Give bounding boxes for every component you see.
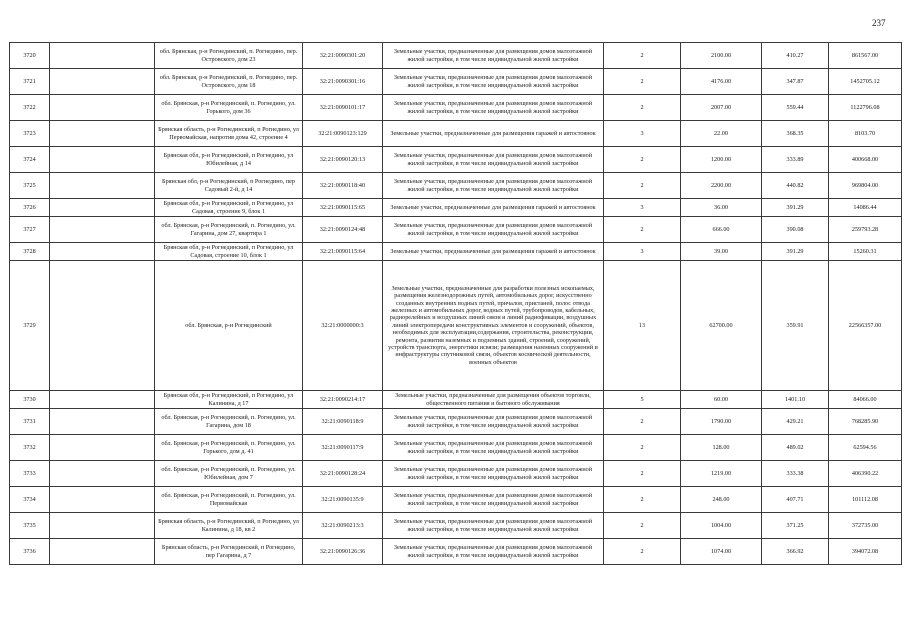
table-row — [10, 95, 902, 121]
owner-cell — [50, 391, 155, 409]
use-code-cell: 3 — [604, 121, 681, 147]
area-cell: 4176.00 — [681, 69, 762, 95]
cadastral-number-cell: 32:21:0090115:65 — [303, 199, 383, 217]
specific-value-cell: 559.44 — [762, 95, 829, 121]
use-code-cell: 3 — [604, 199, 681, 217]
table-row — [10, 261, 902, 391]
owner-cell — [50, 43, 155, 69]
row-number: 3736 — [10, 539, 50, 565]
area-cell: 1004.00 — [681, 513, 762, 539]
use-code-cell: 2 — [604, 147, 681, 173]
area-cell: 36.00 — [681, 199, 762, 217]
land-use-cell: Земельные участки, предназначенные для размещения гаражей и автостоянок — [383, 243, 604, 261]
cadastral-number-cell: 32:21:0090115:64 — [303, 243, 383, 261]
land-use-cell: Земельные участки, предназначенные для размещения домов малоэтажной жилой застройки, в том числе индивидуальной жилой застройки — [383, 43, 604, 69]
cadastral-value-cell: 22566357.00 — [829, 261, 902, 391]
land-use-cell: Земельные участки, предназначенные для размещения домов малоэтажной жилой застройки, в том числе индивидуальной жилой застройки — [383, 95, 604, 121]
cadastral-number-cell: 32:21:0090117:9 — [303, 435, 383, 461]
area-cell: 248.00 — [681, 487, 762, 513]
row-number: 3733 — [10, 461, 50, 487]
row-number: 3727 — [10, 217, 50, 243]
cadastral-value-cell: 861567.00 — [829, 43, 902, 69]
specific-value-cell: 359.91 — [762, 261, 829, 391]
table-row — [10, 435, 902, 461]
area-cell: 1219.00 — [681, 461, 762, 487]
land-use-cell: Земельные участки, предназначенные для размещения домов малоэтажной жилой застройки, в том числе индивидуальной жилой застройки — [383, 409, 604, 435]
specific-value-cell: 333.38 — [762, 461, 829, 487]
specific-value-cell: 407.71 — [762, 487, 829, 513]
use-code-cell: 2 — [604, 409, 681, 435]
owner-cell — [50, 217, 155, 243]
specific-value-cell: 333.89 — [762, 147, 829, 173]
specific-value-cell: 429.21 — [762, 409, 829, 435]
cadastral-number-cell: 32:21:0090128:24 — [303, 461, 383, 487]
land-use-cell: Земельные участки, предназначенные для размещения домов малоэтажной жилой застройки, в том числе индивидуальной жилой застройки — [383, 513, 604, 539]
land-use-cell: Земельные участки, предназначенные для размещения домов малоэтажной жилой застройки, в том числе индивидуальной жилой застройки — [383, 69, 604, 95]
cadastral-number-cell: 32:21:0090118:9 — [303, 409, 383, 435]
address-cell: Брянская обл, р-н Рогнединский, п Рогнедино, ул Юбилейная, д 14 — [155, 147, 303, 173]
address-cell: обл. Брянская, р-н Рогнединский, п. Рогнедино, ул. Гагарина, дом 18 — [155, 409, 303, 435]
area-cell: 1074.00 — [681, 539, 762, 565]
cadastral-value-cell: 400668.00 — [829, 147, 902, 173]
table-row — [10, 513, 902, 539]
land-use-cell: Земельные участки, предназначенные для размещения объектов торговли, общественного питания и бытового обслуживания — [383, 391, 604, 409]
owner-cell — [50, 243, 155, 261]
cadastral-number-cell: 32:21:0090214:17 — [303, 391, 383, 409]
address-cell: Брянская обл, р-н Рогнединский, п Рогнедино, ул Садовая, строение 10, блок 1 — [155, 243, 303, 261]
use-code-cell: 13 — [604, 261, 681, 391]
area-cell: 128.00 — [681, 435, 762, 461]
owner-cell — [50, 487, 155, 513]
specific-value-cell: 391.29 — [762, 199, 829, 217]
land-use-cell: Земельные участки, предназначенные для размещения домов малоэтажной жилой застройки, в том числе индивидуальной жилой застройки — [383, 487, 604, 513]
use-code-cell: 2 — [604, 43, 681, 69]
table-row — [10, 539, 902, 565]
row-number: 3728 — [10, 243, 50, 261]
land-use-cell: Земельные участки, предназначенные для размещения домов малоэтажной жилой застройки, в том числе индивидуальной жилой застройки — [383, 539, 604, 565]
land-use-cell: Земельные участки, предназначенные для размещения гаражей и автостоянок — [383, 199, 604, 217]
use-code-cell: 2 — [604, 95, 681, 121]
specific-value-cell: 391.29 — [762, 243, 829, 261]
cadastral-value-cell: 84066.00 — [829, 391, 902, 409]
address-cell: Брянская область, р-н Рогнединский, п Рогнедино, ул Первомайская, напротив дома 42, строение 4 — [155, 121, 303, 147]
table-row — [10, 391, 902, 409]
row-number: 3725 — [10, 173, 50, 199]
cadastral-value-cell: 1452705.12 — [829, 69, 902, 95]
use-code-cell: 2 — [604, 487, 681, 513]
specific-value-cell: 366.92 — [762, 539, 829, 565]
area-cell: 1200.00 — [681, 147, 762, 173]
owner-cell — [50, 121, 155, 147]
cadastral-number-cell: 32:21:0090123:129 — [303, 121, 383, 147]
land-use-cell: Земельные участки, предназначенные для размещения домов малоэтажной жилой застройки, в том числе индивидуальной жилой застройки — [383, 217, 604, 243]
cadastral-value-cell: 15260.31 — [829, 243, 902, 261]
cadastral-number-cell: 32:21:0090101:17 — [303, 95, 383, 121]
land-use-cell: Земельные участки, предназначенные для размещения гаражей и автостоянок — [383, 121, 604, 147]
cadastral-number-cell: 32:21:0090301:20 — [303, 43, 383, 69]
table-row — [10, 409, 902, 435]
area-cell: 39.00 — [681, 243, 762, 261]
specific-value-cell: 489.02 — [762, 435, 829, 461]
row-number: 3731 — [10, 409, 50, 435]
table-row — [10, 199, 902, 217]
cadastral-number-cell: 32:21:0090118:40 — [303, 173, 383, 199]
owner-cell — [50, 147, 155, 173]
row-number: 3734 — [10, 487, 50, 513]
area-cell: 62700.00 — [681, 261, 762, 391]
address-cell: обл. Брянская, р-н Рогнединский, п. Рогнедино, ул. Горького, дом 36 — [155, 95, 303, 121]
address-cell: Брянская область, р-н Рогнединский, п Рогнедино, пер Гагарина, д 7 — [155, 539, 303, 565]
area-cell: 2100.00 — [681, 43, 762, 69]
land-use-cell: Земельные участки, предназначенные для размещения домов малоэтажной жилой застройки, в том числе индивидуальной жилой застройки — [383, 435, 604, 461]
use-code-cell: 3 — [604, 243, 681, 261]
address-cell: обл. Брянская, р-н Рогнединский — [155, 261, 303, 391]
address-cell: Брянская обл, р-н Рогнединский, п Рогнедино, ул Садовая, строение 9, блок 1 — [155, 199, 303, 217]
row-number: 3732 — [10, 435, 50, 461]
address-cell: Брянская область, р-н Рогнединский, п Рогнедино, ул Калинина, д 18, кв 2 — [155, 513, 303, 539]
address-cell: Брянская обл, р-н Рогнединский, п Рогнедино, ул Калинина, д 17 — [155, 391, 303, 409]
area-cell: 666.00 — [681, 217, 762, 243]
row-number: 3730 — [10, 391, 50, 409]
land-use-cell: Земельные участки, предназначенные для размещения домов малоэтажной жилой застройки, в том числе индивидуальной жилой застройки — [383, 461, 604, 487]
area-cell: 60.00 — [681, 391, 762, 409]
row-number: 3729 — [10, 261, 50, 391]
specific-value-cell: 440.82 — [762, 173, 829, 199]
table-row — [10, 243, 902, 261]
cadastral-number-cell: 32:21:0090124:48 — [303, 217, 383, 243]
table-row — [10, 217, 902, 243]
cadastral-value-cell: 101112.08 — [829, 487, 902, 513]
row-number: 3735 — [10, 513, 50, 539]
address-cell: обл. Брянская, р-н Рогнединский, п. Рогнедино, ул. Первомайская — [155, 487, 303, 513]
area-cell: 2007.00 — [681, 95, 762, 121]
specific-value-cell: 347.87 — [762, 69, 829, 95]
address-cell: обл. Брянская, р-н Рогнединский, п. Рогнедино, ул. Горького, дом д. 41 — [155, 435, 303, 461]
area-cell: 1790.00 — [681, 409, 762, 435]
address-cell: Брянская обл, р-н Рогнединский, п Рогнедино, пер Садовый 2-й, д 14 — [155, 173, 303, 199]
table-row — [10, 487, 902, 513]
specific-value-cell: 390.08 — [762, 217, 829, 243]
specific-value-cell: 368.35 — [762, 121, 829, 147]
specific-value-cell: 1401.10 — [762, 391, 829, 409]
use-code-cell: 2 — [604, 461, 681, 487]
owner-cell — [50, 173, 155, 199]
owner-cell — [50, 261, 155, 391]
area-cell: 2200.00 — [681, 173, 762, 199]
owner-cell — [50, 461, 155, 487]
owner-cell — [50, 95, 155, 121]
owner-cell — [50, 539, 155, 565]
row-number: 3723 — [10, 121, 50, 147]
use-code-cell: 5 — [604, 391, 681, 409]
table-row — [10, 461, 902, 487]
use-code-cell: 2 — [604, 435, 681, 461]
row-number: 3726 — [10, 199, 50, 217]
row-number: 3721 — [10, 69, 50, 95]
use-code-cell: 2 — [604, 173, 681, 199]
table-row — [10, 147, 902, 173]
cadastral-number-cell: 32:21:0090120:13 — [303, 147, 383, 173]
row-number: 3720 — [10, 43, 50, 69]
land-use-cell: Земельные участки, предназначенные для размещения домов малоэтажной жилой застройки, в том числе индивидуальной жилой застройки — [383, 147, 604, 173]
table-row — [10, 173, 902, 199]
row-number: 3722 — [10, 95, 50, 121]
specific-value-cell: 371.25 — [762, 513, 829, 539]
row-number: 3724 — [10, 147, 50, 173]
owner-cell — [50, 199, 155, 217]
cadastral-number-cell: 32:21:0090126:36 — [303, 539, 383, 565]
address-cell: обл. Брянская, р-н Рогнединский, п. Рогнедино, ул. Юбилейная, дом 7 — [155, 461, 303, 487]
use-code-cell: 2 — [604, 513, 681, 539]
cadastral-number-cell: 32:21:0090301:16 — [303, 69, 383, 95]
address-cell: обл. Брянская, р-н Рогнединский, п. Рогнедино, ул. Гагарина, дом 27, квартира 1 — [155, 217, 303, 243]
cadastral-number-cell: 32:21:0090213:3 — [303, 513, 383, 539]
owner-cell — [50, 69, 155, 95]
cadastral-value-cell: 394072.08 — [829, 539, 902, 565]
address-cell: обл. Брянская, р-н Рогнединский, п. Рогнедино, пер. Островского, дом 23 — [155, 43, 303, 69]
owner-cell — [50, 409, 155, 435]
owner-cell — [50, 513, 155, 539]
cadastral-value-cell: 259793.28 — [829, 217, 902, 243]
table-body — [10, 43, 902, 565]
cadastral-value-cell: 1122796.08 — [829, 95, 902, 121]
cadastral-value-cell: 14086.44 — [829, 199, 902, 217]
address-cell: обл. Брянская, р-н Рогнединский, п. Рогнедино, пер. Островского, дом 18 — [155, 69, 303, 95]
specific-value-cell: 410.27 — [762, 43, 829, 69]
use-code-cell: 2 — [604, 539, 681, 565]
cadastral-value-table — [9, 42, 902, 565]
table-row — [10, 121, 902, 147]
cadastral-number-cell: 32:21:0000000:3 — [303, 261, 383, 391]
land-use-cell: Земельные участки, предназначенные для размещения домов малоэтажной жилой застройки, в том числе индивидуальной жилой застройки — [383, 173, 604, 199]
cadastral-value-cell: 406390.22 — [829, 461, 902, 487]
use-code-cell: 2 — [604, 69, 681, 95]
cadastral-value-cell: 372735.00 — [829, 513, 902, 539]
table-row — [10, 43, 902, 69]
use-code-cell: 2 — [604, 217, 681, 243]
page-number: 237 — [872, 18, 886, 28]
cadastral-number-cell: 32:21:0090135:9 — [303, 487, 383, 513]
land-use-cell: Земельные участки, предназначенные для разработки полезных ископаемых, размещения железнодорожных путей, автомобильных дорог, искусственно созданных внутренних водных путей, причалов, пристаней, полос отвода железных и автомобильных дорог, водных путей, трубопроводов, кабельных, радиорелейных и воздушных линий связи и линий радиофикации, воздушных линий электропередачи конструктивных элементов и сооружений, объектов, необходимых для эксплуатации,содержания, строительства, реконструкции, ремонта, развития наземных и подземных зданий, строений, сооружений, устройств транспорта, энергетики исвязи; размещения наземных сооружений и инфраструктуры спутниковой связи, объектов космической деятельности, военных объектов — [383, 261, 604, 391]
area-cell: 22.00 — [681, 121, 762, 147]
cadastral-value-cell: 768285.90 — [829, 409, 902, 435]
cadastral-value-cell: 8103.70 — [829, 121, 902, 147]
cadastral-value-cell: 969804.00 — [829, 173, 902, 199]
table-row — [10, 69, 902, 95]
owner-cell — [50, 435, 155, 461]
cadastral-value-cell: 62594.56 — [829, 435, 902, 461]
